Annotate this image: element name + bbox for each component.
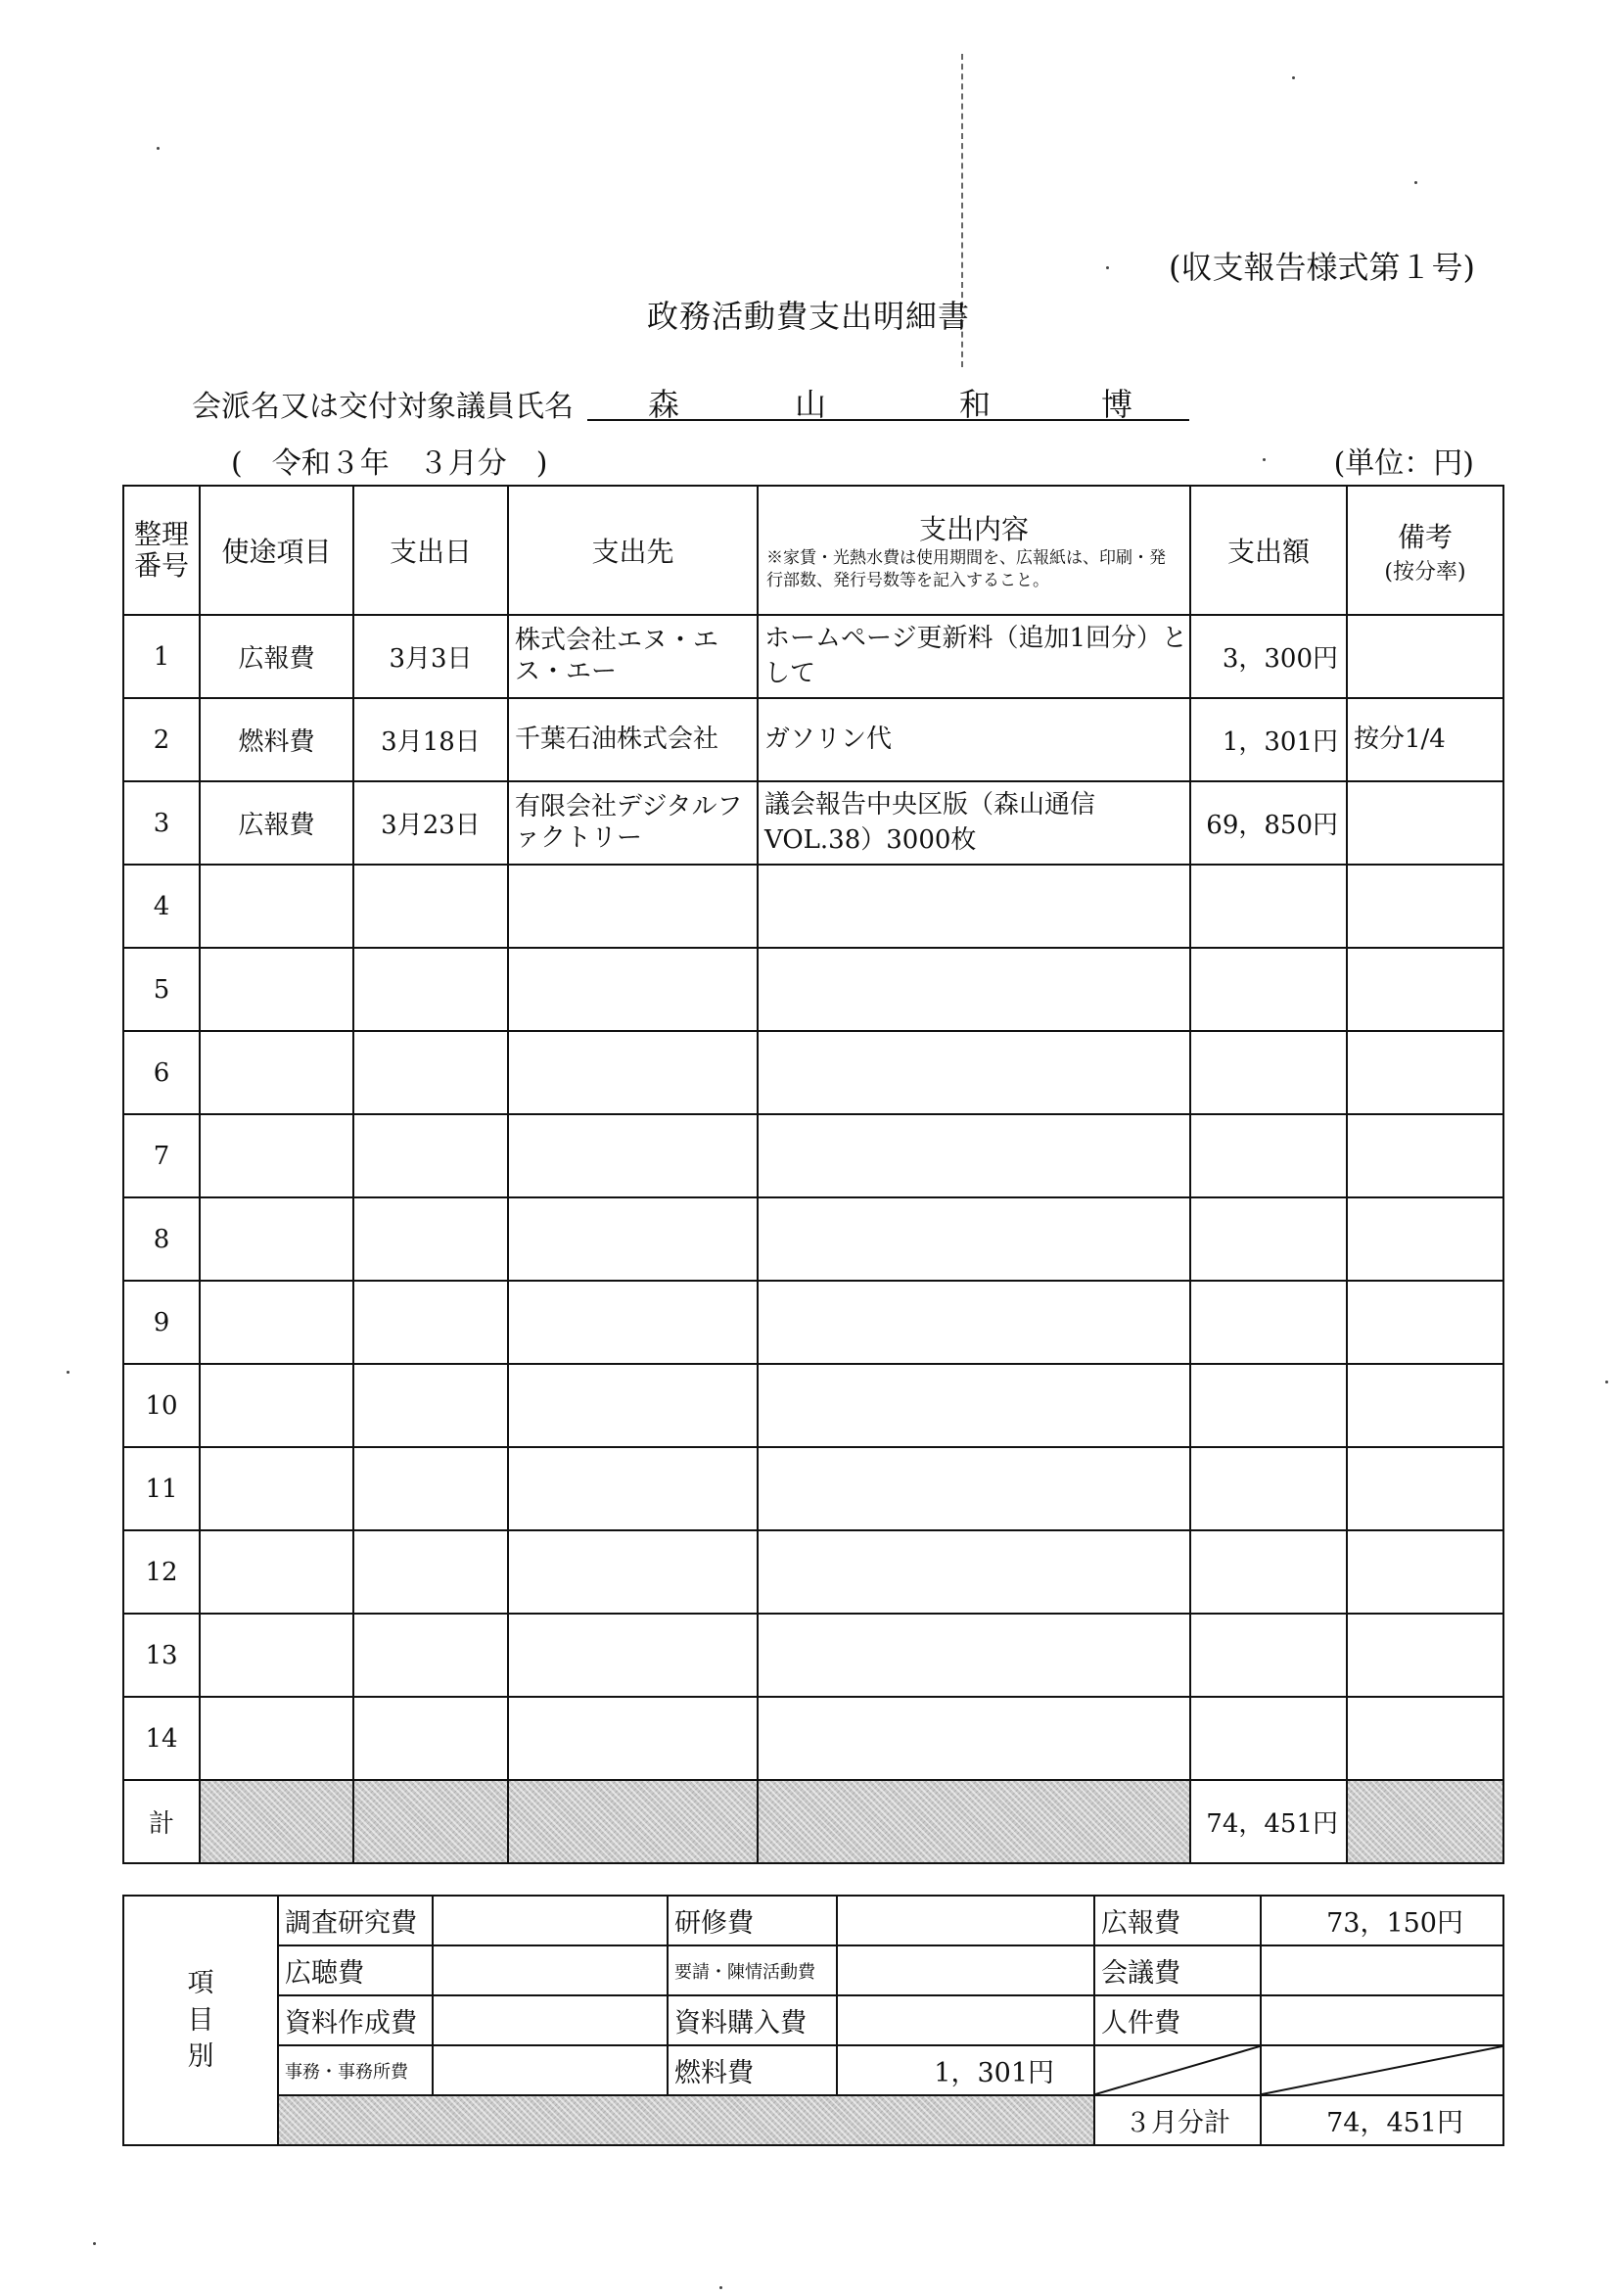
- row-purpose: 広報費: [200, 615, 353, 698]
- row-number: 1: [123, 615, 200, 698]
- row-content: [758, 1697, 1190, 1780]
- row-amount: [1190, 1197, 1347, 1281]
- row-content: ホームページ更新料（追加1回分）として: [758, 615, 1190, 698]
- member-name-char: 博: [1101, 386, 1133, 423]
- table-row: [123, 698, 1503, 781]
- row-date: 3月18日: [353, 698, 508, 781]
- scan-speck: [719, 2286, 722, 2289]
- monthly-total-label: ３月分計: [1094, 2095, 1261, 2145]
- table-row: [123, 1530, 1503, 1614]
- row-amount: [1190, 1697, 1347, 1780]
- row-purpose: [200, 865, 353, 948]
- row-date: [353, 1530, 508, 1614]
- row-amount: 69，850円: [1190, 781, 1347, 865]
- row-content: [758, 1364, 1190, 1447]
- header-remarks-title: 備考: [1397, 520, 1453, 553]
- period: ( 令和３年 ３月分 ): [231, 446, 548, 481]
- row-payee: [508, 1197, 758, 1281]
- table-row: [123, 1697, 1503, 1780]
- row-content: [758, 1530, 1190, 1614]
- row-date: [353, 948, 508, 1031]
- header-content-note: ※家賃・光熱水費は使用期間を、広報紙は、印刷・発行部数、発行号数等を記入すること。: [766, 548, 1166, 590]
- monthly-total-amount: 74，451円: [1261, 2095, 1503, 2145]
- row-payee: [508, 1697, 758, 1780]
- table-row: [123, 615, 1503, 698]
- row-remarks: [1347, 865, 1503, 948]
- row-amount: [1190, 1614, 1347, 1697]
- category-summary-table: [122, 1895, 1504, 2146]
- row-remarks: 按分1/4: [1347, 698, 1503, 781]
- summary-amount: [1261, 1945, 1503, 1995]
- row-remarks: [1347, 1197, 1503, 1281]
- header-no: 整理番号: [123, 486, 200, 615]
- row-number: 3: [123, 781, 200, 865]
- row-remarks: [1347, 781, 1503, 865]
- row-number: 6: [123, 1031, 200, 1114]
- row-number: 14: [123, 1697, 200, 1780]
- row-remarks: [1347, 1697, 1503, 1780]
- total-amount: 74，451円: [1190, 1780, 1347, 1863]
- summary-label: 事務・事務所費: [278, 2045, 433, 2095]
- member-label: 会派名又は交付対象議員氏名: [192, 390, 574, 424]
- row-content: [758, 1031, 1190, 1114]
- row-number: 2: [123, 698, 200, 781]
- row-number: 9: [123, 1281, 200, 1364]
- row-number: 10: [123, 1364, 200, 1447]
- summary-amount: [837, 1896, 1094, 1945]
- form-number: (収支報告様式第１号): [1169, 249, 1475, 286]
- summary-amount: 1，301円: [837, 2045, 1094, 2095]
- row-content: [758, 948, 1190, 1031]
- row-date: [353, 1114, 508, 1197]
- row-purpose: [200, 1031, 353, 1114]
- table-row: [123, 865, 1503, 948]
- row-payee: [508, 1530, 758, 1614]
- row-purpose: 燃料費: [200, 698, 353, 781]
- table-header: [123, 486, 1503, 615]
- row-content: [758, 1114, 1190, 1197]
- row-number: 4: [123, 865, 200, 948]
- row-payee: [508, 1614, 758, 1697]
- expense-table: [122, 485, 1504, 1864]
- row-payee: 株式会社エヌ・エス・エー: [508, 615, 758, 698]
- row-remarks: [1347, 1614, 1503, 1697]
- summary-label: 燃料費: [668, 2045, 837, 2095]
- total-row: [123, 1780, 1503, 1863]
- header-purpose: 使途項目: [200, 486, 353, 615]
- row-number: 8: [123, 1197, 200, 1281]
- table-row: [123, 1614, 1503, 1697]
- summary-amount: [837, 1945, 1094, 1995]
- summary-amount: [433, 1995, 668, 2045]
- row-amount: [1190, 1031, 1347, 1114]
- table-row: [123, 1114, 1503, 1197]
- header-remarks: [1347, 486, 1503, 615]
- row-remarks: [1347, 1530, 1503, 1614]
- row-amount: [1190, 1447, 1347, 1530]
- row-purpose: [200, 1697, 353, 1780]
- row-remarks: [1347, 1447, 1503, 1530]
- summary-label: 広報費: [1094, 1896, 1261, 1945]
- row-date: [353, 1447, 508, 1530]
- table-row: [123, 781, 1503, 865]
- row-content: [758, 1281, 1190, 1364]
- row-number: 12: [123, 1530, 200, 1614]
- row-purpose: [200, 1197, 353, 1281]
- row-purpose: [200, 948, 353, 1031]
- row-purpose: [200, 1364, 353, 1447]
- scan-speck: [157, 147, 160, 150]
- crossed-out-cell: [1261, 2045, 1503, 2095]
- row-purpose: [200, 1281, 353, 1364]
- row-payee: [508, 1364, 758, 1447]
- row-content: ガソリン代: [758, 698, 1190, 781]
- summary-amount: [837, 1995, 1094, 2045]
- row-content: [758, 865, 1190, 948]
- header-remarks-sub: (按分率): [1384, 559, 1466, 585]
- summary-amount: [433, 1896, 668, 1945]
- row-content: 議会報告中央区版（森山通信VOL.38）3000枚: [758, 781, 1190, 865]
- summary-label: 資料作成費: [278, 1995, 433, 2045]
- summary-label: 広聴費: [278, 1945, 433, 1995]
- row-payee: [508, 948, 758, 1031]
- member-name-char: 和: [959, 386, 992, 423]
- header-content: [758, 486, 1190, 615]
- header-payee: 支出先: [508, 486, 758, 615]
- row-payee: [508, 865, 758, 948]
- table-row: [123, 1364, 1503, 1447]
- summary-label: 人件費: [1094, 1995, 1261, 2045]
- header-amount: 支出額: [1190, 486, 1347, 615]
- row-purpose: [200, 1114, 353, 1197]
- scan-speck: [67, 1371, 69, 1374]
- summary-label: 会議費: [1094, 1945, 1261, 1995]
- row-purpose: [200, 1447, 353, 1530]
- summary-label: 研修費: [668, 1896, 837, 1945]
- row-payee: 千葉石油株式会社: [508, 698, 758, 781]
- header-date: 支出日: [353, 486, 508, 615]
- summary-label: 調査研究費: [278, 1896, 433, 1945]
- row-remarks: [1347, 948, 1503, 1031]
- member-name: [587, 380, 1189, 421]
- summary-label: 資料購入費: [668, 1995, 837, 2045]
- table-row: [123, 1281, 1503, 1364]
- scan-speck: [93, 2242, 96, 2245]
- summary-amount: [433, 2045, 668, 2095]
- summary-side-label: 項目別: [123, 1896, 278, 2145]
- row-content: [758, 1197, 1190, 1281]
- row-date: [353, 1697, 508, 1780]
- row-payee: 有限会社デジタルファクトリー: [508, 781, 758, 865]
- summary-amount: [433, 1945, 668, 1995]
- member-name-char: 山: [795, 386, 827, 423]
- crossed-out-cell: [1094, 2045, 1261, 2095]
- shaded-cell: [508, 1780, 758, 1863]
- row-date: 3月3日: [353, 615, 508, 698]
- row-number: 5: [123, 948, 200, 1031]
- summary-amount: [1261, 1995, 1503, 2045]
- header-content-title: 支出内容: [918, 513, 1029, 546]
- total-label: 計: [123, 1780, 200, 1863]
- page-title: 政務活動費支出明細書: [646, 298, 970, 335]
- row-date: [353, 1031, 508, 1114]
- table-row: [123, 1197, 1503, 1281]
- shaded-cell: [1347, 1780, 1503, 1863]
- row-amount: [1190, 1530, 1347, 1614]
- summary-amount: 73，150円: [1261, 1896, 1503, 1945]
- row-remarks: [1347, 1364, 1503, 1447]
- shaded-cell: [278, 2095, 1094, 2145]
- table-row: [123, 948, 1503, 1031]
- table-row: [123, 1031, 1503, 1114]
- scan-speck: [1605, 1381, 1608, 1383]
- row-payee: [508, 1031, 758, 1114]
- row-payee: [508, 1281, 758, 1364]
- row-number: 13: [123, 1614, 200, 1697]
- unit-label: (単位：円): [1333, 446, 1474, 481]
- row-date: 3月23日: [353, 781, 508, 865]
- row-date: [353, 1364, 508, 1447]
- shaded-cell: [353, 1780, 508, 1863]
- row-payee: [508, 1447, 758, 1530]
- row-amount: 1，301円: [1190, 698, 1347, 781]
- row-date: [353, 865, 508, 948]
- row-remarks: [1347, 1281, 1503, 1364]
- scan-speck: [1263, 458, 1266, 461]
- row-amount: [1190, 1281, 1347, 1364]
- row-number: 7: [123, 1114, 200, 1197]
- row-remarks: [1347, 615, 1503, 698]
- scan-speck: [1414, 181, 1417, 184]
- row-purpose: 広報費: [200, 781, 353, 865]
- row-remarks: [1347, 1031, 1503, 1114]
- row-date: [353, 1281, 508, 1364]
- row-purpose: [200, 1614, 353, 1697]
- row-amount: [1190, 865, 1347, 948]
- row-amount: [1190, 1364, 1347, 1447]
- shaded-cell: [758, 1780, 1190, 1863]
- row-content: [758, 1614, 1190, 1697]
- member-name-char: 森: [648, 386, 680, 423]
- row-payee: [508, 1114, 758, 1197]
- row-content: [758, 1447, 1190, 1530]
- row-date: [353, 1197, 508, 1281]
- shaded-cell: [200, 1780, 353, 1863]
- table-row: [123, 1447, 1503, 1530]
- row-amount: 3，300円: [1190, 615, 1347, 698]
- summary-label: 要請・陳情活動費: [668, 1945, 837, 1995]
- row-amount: [1190, 948, 1347, 1031]
- row-remarks: [1347, 1114, 1503, 1197]
- row-purpose: [200, 1530, 353, 1614]
- scan-speck: [1292, 76, 1295, 79]
- scan-speck: [1106, 266, 1109, 269]
- row-date: [353, 1614, 508, 1697]
- row-number: 11: [123, 1447, 200, 1530]
- row-amount: [1190, 1114, 1347, 1197]
